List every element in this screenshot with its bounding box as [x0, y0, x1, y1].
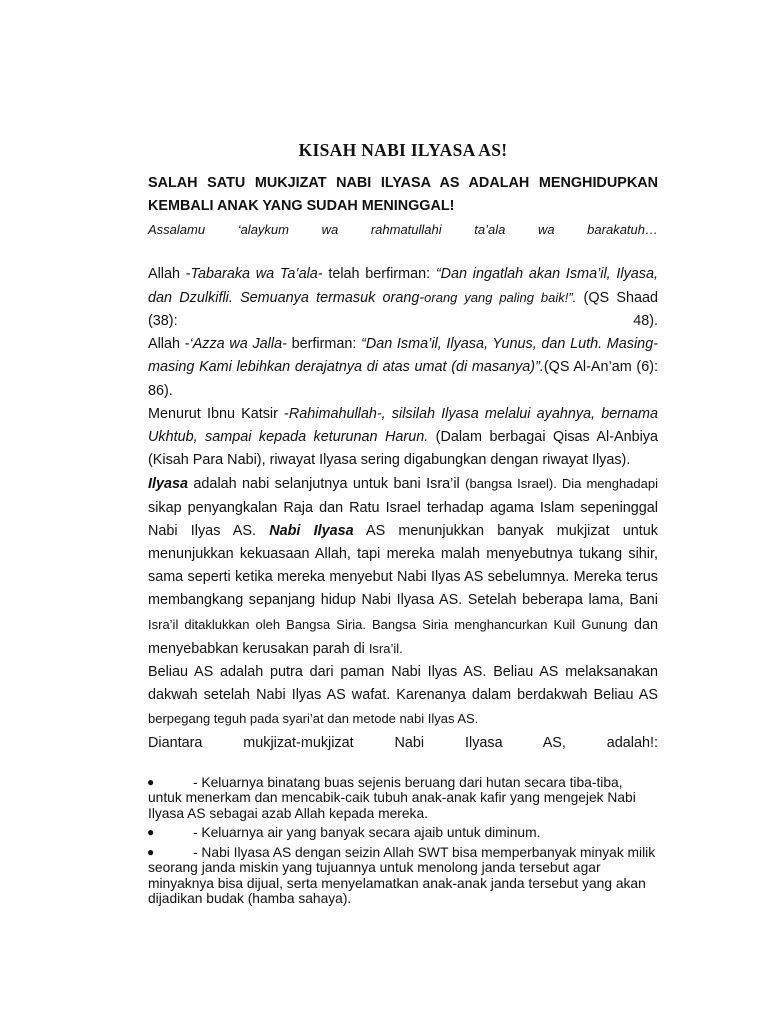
text-run: Isra’il ditaklukkan oleh Bangsa Siria. Bangsa Siria menghancurkan Kuil Gunung: [148, 616, 628, 632]
quote-text: “Dan Isma’il, Ilyasa, Yunus, dan Luth. Masing-masing Kami lebihkan derajatnya di atas umat (di masanya)”.: [148, 336, 658, 376]
spacer: [148, 755, 658, 775]
text-run: sikap penyangkalan Raja dan Ratu Israel terhadap agama Islam sepeninggal Nabi Ilyas AS.: [148, 499, 658, 539]
page-title: KISAH NABI ILYASA AS!: [298, 140, 508, 160]
paragraph-quote-shaad: [148, 263, 658, 334]
text-run: telah berfirman:: [322, 265, 436, 282]
text-run-italic: Rahimahullah-, silsilah Ilyasa melalui ayahnya, bernama Ukhtub, sampai kepada keturunan Harun.: [148, 405, 658, 446]
name-bold-italic: Nabi Ilyasa: [269, 522, 354, 539]
text-run: Allah -: [148, 336, 190, 353]
text-run: Beliau AS adalah putra dari paman Nabi Ilyas AS. Beliau AS melaksanakan dakwah setelah Nabi Ilyas AS wafat. Karenanya dalam berdakwah Beliau AS: [148, 664, 658, 704]
greeting: Assalamu ‘alaykum wa rahmatullahi ta’ala wa barakatuh…: [148, 222, 658, 238]
text-run-italic: Tabaraka wa Ta’ala-: [190, 265, 323, 282]
list-item-text: - Keluarnya air yang banyak secara ajaib untuk diminum.: [193, 825, 541, 841]
subtitle: SALAH SATU MUKJIZAT NABI ILYASA AS ADALAH MENGHIDUPKAN KEMBALI ANAK YANG SUDAH MENINGGAL!: [148, 175, 658, 215]
list-item-text: - Nabi Ilyasa AS dengan seizin Allah SWT bisa memperbanyak minyak milik seorang janda miskin yang tujuannya untuk menolong janda tersebut agar minyaknya bisa dijual, serta menyelamatkan anak-anak janda tersebut yang akan dijadikan budak (hamba sahaya).: [148, 844, 656, 907]
bullet-icon: ●: [147, 825, 155, 840]
paragraph-mukjizat-intro: Diantara mukjizat-mukjizat Nabi Ilyasa AS, adalah!:: [148, 734, 658, 751]
name-bold-italic: Ilyasa: [148, 476, 189, 493]
text-run: dan menyebabkan kerusakan parah di: [148, 616, 658, 657]
paragraph-quote-anam: [148, 333, 658, 403]
paragraph-beliau: [148, 661, 658, 732]
text-run: (Dalam berbagai Qisas Al-Anbiya (Kisah Para Nabi), riwayat Ilyasa sering digabungkan dengan riwayat Ilyas).: [148, 429, 658, 469]
quote-text: orang yang paling baik!”.: [424, 289, 577, 305]
list-item: [148, 825, 658, 841]
text-run: adalah nabi selanjutnya untuk bani Isra’il: [188, 476, 466, 493]
list-item: [148, 775, 658, 822]
list-item: [148, 845, 658, 907]
quote-text: “Dan ingatlah akan Isma’il, Ilyasa, dan Dzulkifli. Semuanya termasuk orang-: [148, 265, 658, 306]
bullet-icon: ●: [147, 844, 155, 859]
text-run: AS menunjukkan banyak mukjizat untuk menunjukkan kekuasaan Allah, tapi mereka malah menyebutnya tukang sihir, sama seperti ketika mereka menyebut Nabi Ilyas AS sebelumnya. Mereka terus membangkang sepanjang hidup Nabi Ilyasa AS. Setelah beberapa lama, Bani: [148, 522, 658, 609]
text-run-italic: ‘Azza wa Jalla-: [189, 336, 287, 353]
list-item-text: - Keluarnya binatang buas sejenis beruang dari hutan secara tiba-tiba, untuk menerkam dan mencabik-caik tubuh anak-anak kafir yang mengejek Nabi Ilyasa AS sebagai azab Allah kepada mereka.: [148, 774, 636, 821]
bullet-icon: ●: [147, 774, 155, 789]
citation: (QS Al-An’am (6): 86).: [148, 359, 658, 399]
citation: (QS Shaad (38): 48).: [148, 289, 658, 330]
text-run: Menurut Ibnu Katsir -: [148, 405, 289, 422]
text-run: berpegang teguh pada syari’at dan metode nabi Ilyas AS.: [148, 711, 479, 727]
text-run: Allah -: [148, 265, 191, 282]
text-run: berfirman:: [286, 336, 362, 353]
text-run: (bangsa Israel). Dia menghadapi: [465, 476, 658, 492]
mukjizat-list: [148, 775, 658, 907]
document-content: [148, 138, 658, 911]
text-run: Isra’il.: [368, 640, 403, 656]
paragraph-ilyasa: [148, 472, 658, 661]
paragraph-ibnu-katsir: [148, 403, 658, 473]
blank-line: [148, 242, 658, 263]
